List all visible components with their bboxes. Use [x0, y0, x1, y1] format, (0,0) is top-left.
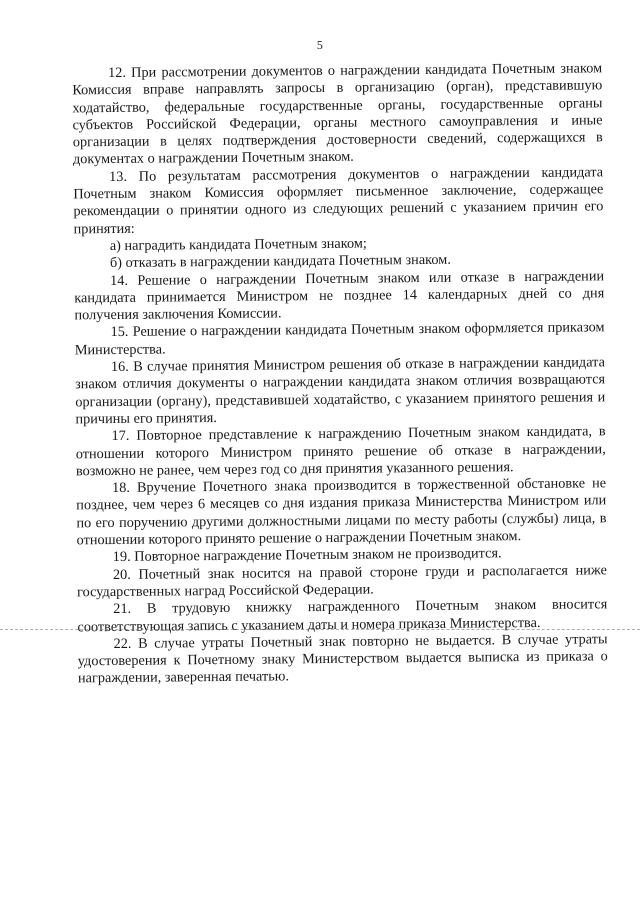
paragraph-18: 18. Вручение Почетного знака производится в торжественной обстановке не позднее, чем через 6 месяцев со дня издания приказа Министерства Министром или по его поручению другими должностными лицами по месту работы (службы) лица, в отношении которого принято решение о награждении Почетным знаком. [76, 475, 607, 549]
paragraph-22: 22. В случае утраты Почетный знак повторно не выдается. В случае утраты удостоверения к Почетному знаку Министерством выдается выписка из приказа о награждении, заверенная печатью. [77, 631, 608, 687]
paragraph-13-option-a: а) наградить кандидата Почетным знаком; [109, 235, 367, 254]
page-number: 5 [316, 37, 323, 53]
paragraph-17: 17. Повторное представление к награждению Почетным знаком кандидата, в отношении которого Министром принято решение об отказе в награждении, возможно не ранее, чем через год со дня принятия указанного решения. [75, 423, 606, 480]
paragraph-13-option-b: б) отказать в награждении кандидата Почетным знаком. [109, 252, 451, 272]
paragraph-15: 15. Решение о награждении кандидата Почетным знаком оформляется приказом Министерства. [74, 319, 605, 359]
scan-artifact-line [0, 629, 640, 630]
paragraph-21: 21. В трудовую книжку награжденного Почетным знаком вносится соответствующая запись с указанием даты и номера приказа Министерства. [77, 596, 608, 635]
paragraph-13: 13. По результатам рассмотрения документов о награждении кандидата Почетным знаком Комиссия оформляет письменное заключение, содержащее рекомендации о принятии одного из следующих решений с указанием причин его принятия: [73, 164, 604, 238]
paragraph-19: 19. Повторное награждение Почетным знаком не производится. [112, 545, 502, 566]
paragraph-14: 14. Решение о награждении Почетным знаком или отказе в награждении кандидата принимается Министром не позднее 14 календарных дней со дня получения заключения Комиссии. [74, 267, 605, 324]
paragraph-16: 16. В случае принятия Министром решения об отказе в награждении кандидата знаком отличия документы о награждении кандидата знаком отличия возвращаются организации (органу), представившей ходатайство, с указанием принятого решения и причины его принятия. [75, 354, 606, 428]
paragraph-20: 20. Почетный знак носится на правой стороне груди и располагается ниже государственных наград Российской Федерации. [77, 561, 607, 601]
document-body [72, 60, 608, 688]
paragraph-12: 12. При рассмотрении документов о награждении кандидата Почетным знаком Комиссия вправе направлять запросы в организацию (орган), представившую ходатайство, федеральные государственные органы, государственные органы субъектов Российской Федерации, органы местного самоуправления и иные организации в целях подтверждения достоверности сведений, содержащихся в документах о награждении Почетным знаком. [72, 60, 603, 168]
